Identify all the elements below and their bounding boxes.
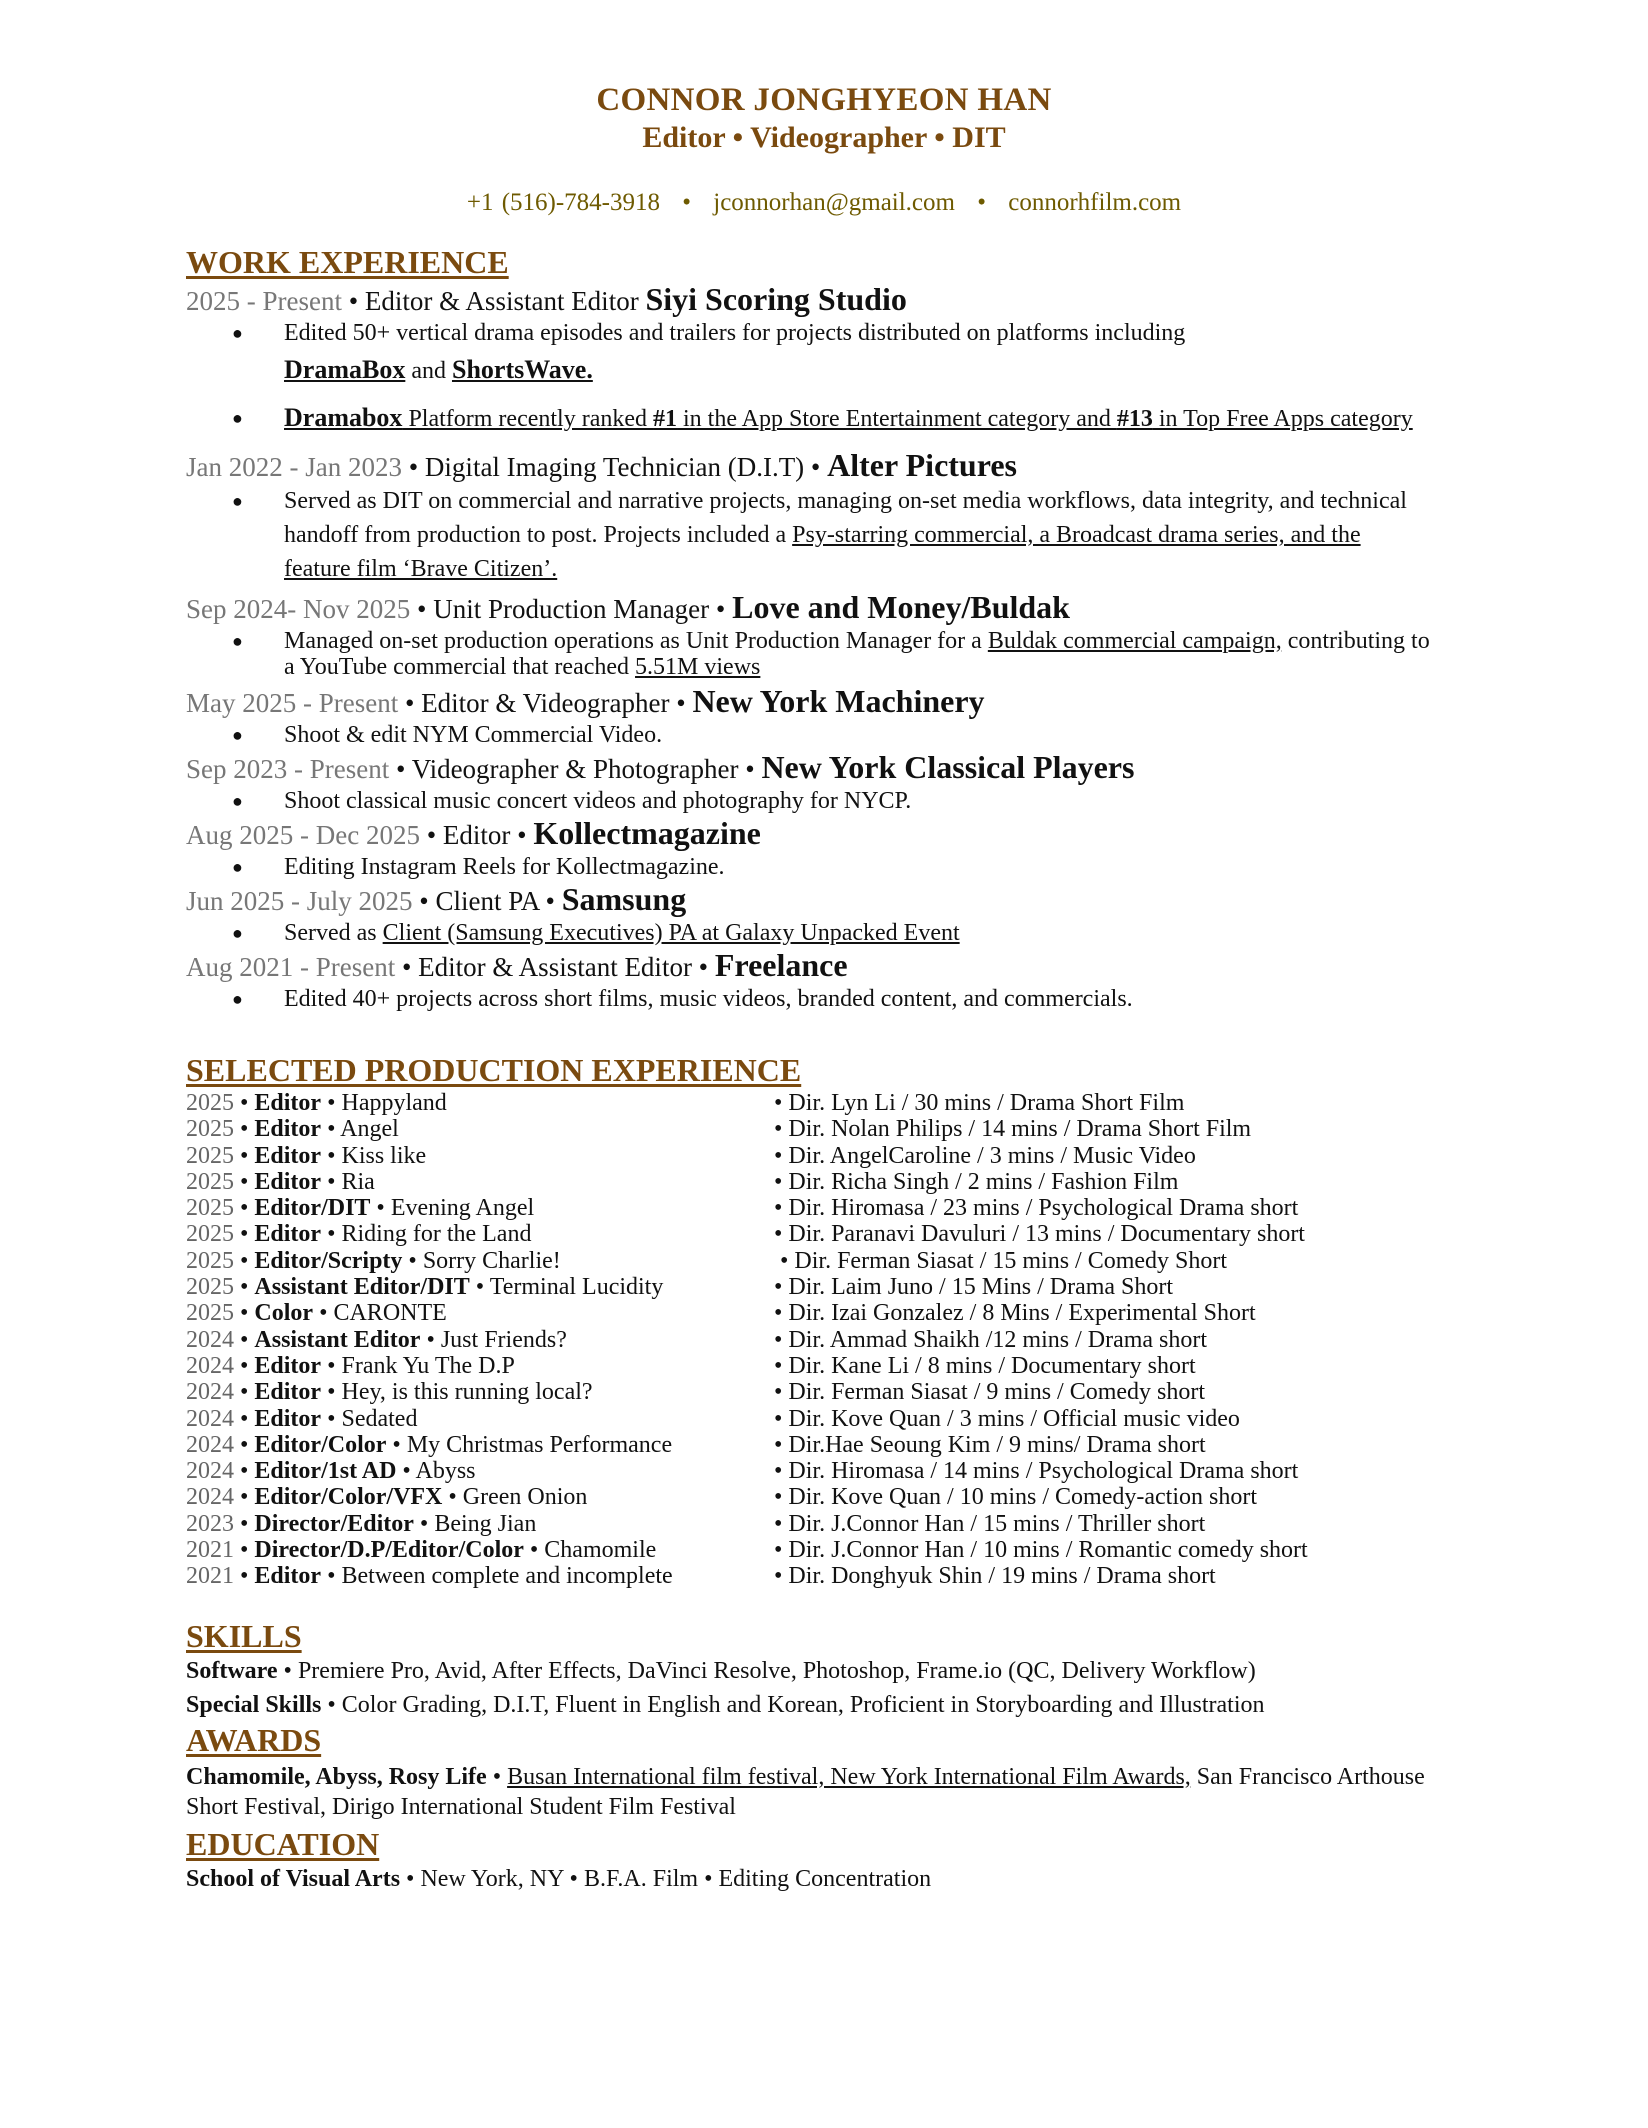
production-role: Director/Editor xyxy=(254,1510,414,1537)
job-role: • Videographer & Photographer • xyxy=(395,754,755,784)
production-year: 2024 xyxy=(186,1405,234,1432)
production-role: Editor xyxy=(254,1352,322,1379)
education-heading: EDUCATION xyxy=(186,1826,380,1862)
bullet-item xyxy=(232,852,1432,882)
buldak-campaign-link[interactable]: Buldak commercial campaign, xyxy=(987,628,1282,654)
production-credit: • Dir. Izai Gonzalez / 8 Mins / Experimental Short xyxy=(774,1300,1256,1327)
job-entry-freelance xyxy=(186,948,1476,984)
job-dates: Aug 2021 - Present xyxy=(186,952,396,982)
production-credit: • Dir. Ferman Siasat / 15 mins / Comedy Short xyxy=(774,1247,1228,1274)
production-role: Assistant Editor xyxy=(254,1326,421,1353)
bullet-dot: ● xyxy=(232,791,243,811)
job-company: Freelance xyxy=(714,947,848,983)
software-skills: Software • Premiere Pro, Avid, After Effects, DaVinci Resolve, Photoshop, Frame.io (QC, Delivery Workflow) xyxy=(186,1658,1256,1684)
production-row: 2025 • Editor • Angel xyxy=(186,1116,399,1143)
production-year: 2021 xyxy=(186,1537,234,1564)
production-year: 2025 xyxy=(186,1142,234,1169)
bullet-dot: ● xyxy=(232,491,243,511)
bullet-text: Shoot & edit NYM Commercial Video. xyxy=(284,722,663,748)
job-dates: Jun 2025 - July 2025 xyxy=(186,886,413,916)
job-bullets-freelance xyxy=(232,984,1432,1014)
production-year: 2023 xyxy=(186,1510,234,1537)
bullet-text: and xyxy=(405,358,452,384)
production-project: Just Friends? xyxy=(440,1326,567,1353)
production-row: 2025 • Editor/DIT • Evening Angel xyxy=(186,1195,535,1222)
bullet-item xyxy=(232,720,1432,750)
production-year: 2025 xyxy=(186,1195,234,1222)
resume-header xyxy=(0,82,1648,217)
production-year: 2025 xyxy=(186,1090,234,1116)
job-bullets-alter xyxy=(232,484,1432,586)
bullet-item xyxy=(232,484,1432,586)
production-credit: • Dir. Hiromasa / 14 mins / Psychological Drama short xyxy=(774,1458,1299,1485)
awards-heading: AWARDS xyxy=(186,1722,322,1758)
awards-text: Chamomile, Abyss, Rosy Life • Busan International film festival, New York International Film Awards, San Francisco Arthouse Short Festival, Dirigo International Student Film Festival xyxy=(186,1764,1425,1820)
alter-projects-link[interactable]: Psy-starring commercial, a Broadcast drama series, and the feature film ‘Brave Citizen’. xyxy=(284,522,1361,582)
production-project: Riding for the Land xyxy=(341,1221,532,1248)
job-role: • Editor & Assistant Editor • xyxy=(401,952,709,982)
job-role: • Client PA • xyxy=(419,886,555,916)
bullet-text: in the App Store Entertainment category and xyxy=(677,406,1117,432)
production-project: Hey, is this running local? xyxy=(341,1379,593,1406)
dramabox-link[interactable]: Dramabox xyxy=(284,403,403,432)
job-entry-buldak xyxy=(186,590,1476,626)
contact-separator: • xyxy=(682,189,692,216)
production-project: Ria xyxy=(341,1168,375,1195)
job-role: • Editor & Videographer • xyxy=(404,688,686,718)
production-project: Happyland xyxy=(341,1090,447,1116)
skills-label: Software xyxy=(186,1658,278,1684)
job-company: New York Classical Players xyxy=(761,749,1135,785)
production-year: 2024 xyxy=(186,1352,234,1379)
education-text: School of Visual Arts • New York, NY • B.F.A. Film • Editing Concentration xyxy=(186,1866,932,1892)
production-row: 2021 • Editor • Between complete and incomplete xyxy=(186,1563,673,1590)
festival-links[interactable]: Busan International film festival, New York International Film Awards, xyxy=(507,1764,1191,1790)
production-row: 2025 • Editor • Ria xyxy=(186,1168,375,1195)
bullet-item xyxy=(232,318,1432,393)
views-link[interactable]: 5.51M views xyxy=(635,654,761,680)
bullet-item xyxy=(232,403,1432,434)
bullet-text: Edited 50+ vertical drama episodes and trailers for projects distributed on platforms including xyxy=(284,320,1186,346)
bullet-dot: ● xyxy=(232,989,243,1009)
production-credit: • Dir. J.Connor Han / 10 mins / Romantic comedy short xyxy=(774,1537,1308,1564)
skills-block xyxy=(186,1654,1265,1722)
production-credit: • Dir. J.Connor Han / 15 mins / Thriller short xyxy=(774,1510,1206,1537)
production-project: My Christmas Performance xyxy=(406,1431,673,1458)
job-dates: Sep 2023 - Present xyxy=(186,754,390,784)
production-year: 2025 xyxy=(186,1221,234,1248)
job-dates: 2025 - Present xyxy=(186,286,342,316)
production-row: 2021 • Director/D.P/Editor/Color • Chamomile xyxy=(186,1537,657,1564)
production-credit: • Dir. Ammad Shaikh /12 mins / Drama short xyxy=(774,1326,1208,1353)
production-credit: • Dir. Paranavi Davuluri / 13 mins / Documentary short xyxy=(774,1221,1305,1248)
production-role: Editor xyxy=(254,1563,322,1590)
production-credit: • Dir.Hae Seoung Kim / 9 mins/ Drama short xyxy=(774,1431,1206,1458)
job-entry-nycp xyxy=(186,750,1476,786)
job-entry-alter xyxy=(186,448,1476,484)
bullet-text: Managed on-set production operations as Unit Production Manager for a xyxy=(284,628,988,654)
production-list-left xyxy=(186,1090,673,1590)
skills-value: Premiere Pro, Avid, After Effects, DaVinci Resolve, Photoshop, Frame.io (QC, Delivery Workflow) xyxy=(297,1658,1256,1684)
production-credit: • Dir. Nolan Philips / 14 mins / Drama Short Film xyxy=(774,1116,1252,1143)
job-entry-nym xyxy=(186,684,1476,720)
job-company: Siyi Scoring Studio xyxy=(645,281,907,317)
production-role: Editor/Color/VFX xyxy=(254,1484,443,1511)
samsung-event-link[interactable]: Client (Samsung Executives) PA at Galaxy Unpacked Event xyxy=(382,920,960,946)
production-project: Angel xyxy=(340,1116,399,1143)
production-year: 2024 xyxy=(186,1326,234,1353)
job-entry-samsung xyxy=(186,882,1476,918)
job-role: • Editor • xyxy=(426,820,527,850)
production-project: Between complete and incomplete xyxy=(341,1563,673,1590)
production-row: 2024 • Assistant Editor • Just Friends? xyxy=(186,1326,567,1353)
production-project: Kiss like xyxy=(341,1142,427,1169)
job-dates: Aug 2025 - Dec 2025 xyxy=(186,820,420,850)
award-films: Chamomile, Abyss, Rosy Life xyxy=(186,1764,487,1790)
job-dates: Jan 2022 - Jan 2023 xyxy=(186,452,402,482)
production-credit: • Dir. Donghyuk Shin / 19 mins / Drama short xyxy=(774,1563,1216,1590)
bullet-text: Shoot classical music concert videos and photography for NYCP. xyxy=(284,788,912,814)
bullet-item xyxy=(232,984,1432,1014)
website-link[interactable]: connorhfilm.com xyxy=(1008,189,1182,216)
production-role: Editor xyxy=(254,1142,322,1169)
job-company: Love and Money/Buldak xyxy=(732,589,1070,625)
production-credit: • Dir. Kane Li / 8 mins / Documentary short xyxy=(774,1352,1196,1379)
job-bullets-buldak xyxy=(232,628,1432,680)
production-credit: • Dir. Kove Quan / 3 mins / Official music video xyxy=(774,1405,1240,1432)
job-bullets-siyi xyxy=(232,318,1432,434)
job-bullets-nycp xyxy=(232,786,1432,816)
job-company: Kollectmagazine xyxy=(533,815,761,851)
production-credit: • Dir. AngelCaroline / 3 mins / Music Video xyxy=(774,1142,1196,1169)
bullet-dot: ● xyxy=(232,923,243,943)
job-role: • Editor & Assistant Editor xyxy=(348,286,639,316)
job-bullets-nym xyxy=(232,720,1432,750)
production-row: 2025 • Color • CARONTE xyxy=(186,1300,447,1327)
production-credit: • Dir. Lyn Li / 30 mins / Drama Short Film xyxy=(774,1090,1185,1116)
production-project: Chamomile xyxy=(544,1537,657,1564)
job-entry-kollect xyxy=(186,816,1476,852)
bullet-item xyxy=(232,918,1432,948)
production-year: 2021 xyxy=(186,1563,234,1590)
production-role: Editor xyxy=(254,1090,322,1116)
degree-details: New York, NY • B.F.A. Film • Editing Concentration xyxy=(420,1866,932,1892)
bullet-dot: ● xyxy=(232,725,243,745)
production-role: Editor/DIT xyxy=(254,1195,371,1222)
festival-list: San Francisco Arthouse Short Festival, Dirigo International Student Film Festival xyxy=(186,1764,1425,1820)
production-row: 2025 • Editor • Kiss like xyxy=(186,1142,427,1169)
special-skills: Special Skills • Color Grading, D.I.T, Fluent in English and Korean, Proficient in Storyboarding and Illustration xyxy=(186,1692,1265,1718)
production-credit: • Dir. Hiromasa / 23 mins / Psychological Drama short xyxy=(774,1195,1299,1222)
production-role: Editor xyxy=(254,1116,322,1143)
bullet-text: Served as xyxy=(284,920,383,946)
production-role: Director/D.P/Editor/Color xyxy=(254,1537,524,1564)
production-year: 2024 xyxy=(186,1484,234,1511)
production-row: 2023 • Director/Editor • Being Jian xyxy=(186,1510,537,1537)
production-row: 2025 • Editor • Riding for the Land xyxy=(186,1221,532,1248)
bullet-text: contributing to a YouTube commercial that reached xyxy=(284,628,1430,680)
production-role: Editor/Color xyxy=(254,1431,387,1458)
production-role: Editor/Scripty xyxy=(254,1247,403,1274)
production-row: 2025 • Editor/Scripty • Sorry Charlie! xyxy=(186,1247,561,1274)
production-year: 2024 xyxy=(186,1458,234,1485)
job-role: • Unit Production Manager • xyxy=(417,594,726,624)
production-project: Being Jian xyxy=(434,1510,537,1537)
production-project: Frank Yu The D.P xyxy=(341,1352,515,1379)
production-year: 2025 xyxy=(186,1168,234,1195)
bullet-text: Editing Instagram Reels for Kollectmagazine. xyxy=(284,854,725,880)
production-year: 2025 xyxy=(186,1300,234,1327)
production-project: Abyss xyxy=(415,1458,476,1485)
dramabox-link[interactable]: DramaBox xyxy=(284,355,406,384)
production-role: Color xyxy=(254,1300,314,1327)
bullet-item xyxy=(232,628,1432,680)
job-bullets-samsung xyxy=(232,918,1432,948)
production-role: Editor xyxy=(254,1379,322,1406)
job-role: • Digital Imaging Technician (D.I.T) • xyxy=(408,452,821,482)
bullet-text: in Top Free Apps category xyxy=(1152,406,1413,432)
production-credit: • Dir. Laim Juno / 15 Mins / Drama Short xyxy=(774,1274,1174,1301)
job-company: Samsung xyxy=(561,881,687,917)
skills-label: Special Skills xyxy=(186,1692,322,1718)
bullet-text: Served as DIT on commercial and narrative projects, managing on-set media workflows, data integrity, and technical handoff from production to post. Projects included a xyxy=(284,488,1407,548)
production-year: 2025 xyxy=(186,1247,234,1274)
production-credit: • Dir. Ferman Siasat / 9 mins / Comedy short xyxy=(774,1379,1206,1406)
job-company: New York Machinery xyxy=(692,683,985,719)
production-row: 2024 • Editor • Sedated xyxy=(186,1405,418,1432)
production-row: 2024 • Editor • Hey, is this running local? xyxy=(186,1379,593,1406)
email-link[interactable]: jconnorhan@gmail.com xyxy=(713,189,955,216)
phone-number[interactable]: +1 (516)-784-3918 xyxy=(466,189,660,216)
production-project: Evening Angel xyxy=(390,1195,535,1222)
job-dates: Sep 2024- Nov 2025 xyxy=(186,594,411,624)
bullet-text: Edited 40+ projects across short films, music videos, branded content, and commercials. xyxy=(284,986,1133,1012)
production-year: 2025 xyxy=(186,1116,234,1143)
production-row: 2024 • Editor/1st AD • Abyss xyxy=(186,1458,476,1485)
production-row: 2025 • Assistant Editor/DIT • Terminal Lucidity xyxy=(186,1274,664,1301)
school-name: School of Visual Arts xyxy=(186,1866,401,1892)
job-dates: May 2025 - Present xyxy=(186,688,399,718)
production-list-right xyxy=(774,1090,1308,1590)
production-role: Editor xyxy=(254,1168,322,1195)
production-row: 2024 • Editor/Color • My Christmas Performance xyxy=(186,1431,673,1458)
production-project: Green Onion xyxy=(462,1484,588,1511)
production-year: 2025 xyxy=(186,1274,234,1301)
bullet-dot: ● xyxy=(232,631,243,651)
production-role: Assistant Editor/DIT xyxy=(254,1274,470,1301)
bullet-dot: ● xyxy=(232,323,243,343)
bullet-dot: ● xyxy=(232,857,243,877)
job-entry-siyi xyxy=(186,282,1476,318)
production-heading: SELECTED PRODUCTION EXPERIENCE xyxy=(186,1052,802,1088)
job-bullets-kollect xyxy=(232,852,1432,882)
production-year: 2024 xyxy=(186,1379,234,1406)
production-credit: • Dir. Richa Singh / 2 mins / Fashion Film xyxy=(774,1168,1179,1195)
production-row: 2025 • Editor • Happyland xyxy=(186,1090,447,1116)
production-project: Terminal Lucidity xyxy=(489,1274,664,1301)
rank-value: #1 xyxy=(653,406,678,432)
work-experience-heading: WORK EXPERIENCE xyxy=(186,244,509,280)
production-role: Editor/1st AD xyxy=(254,1458,397,1485)
skills-heading: SKILLS xyxy=(186,1618,302,1654)
skills-value: Color Grading, D.I.T, Fluent in English and Korean, Proficient in Storyboarding and Illustration xyxy=(341,1692,1265,1718)
applicant-name: CONNOR JONGHYEON HAN xyxy=(596,82,1052,118)
production-project: CARONTE xyxy=(333,1300,447,1327)
contact-line xyxy=(0,189,1648,217)
contact-separator: • xyxy=(977,189,986,216)
shortswave-link[interactable]: ShortsWave. xyxy=(451,355,593,384)
bullet-dot: ● xyxy=(232,408,243,428)
production-role: Editor xyxy=(254,1221,322,1248)
production-row: 2024 • Editor/Color/VFX • Green Onion xyxy=(186,1484,588,1511)
applicant-title: Editor • Videographer • DIT xyxy=(642,121,1006,154)
bullet-text: Platform recently ranked xyxy=(402,406,654,432)
production-project: Sorry Charlie! xyxy=(422,1247,561,1274)
production-credit: • Dir. Kove Quan / 10 mins / Comedy-action short xyxy=(774,1484,1258,1511)
job-company: Alter Pictures xyxy=(827,447,1017,483)
rank-value: #13 xyxy=(1116,406,1153,432)
production-year: 2024 xyxy=(186,1431,234,1458)
production-role: Editor xyxy=(254,1405,322,1432)
production-project: Sedated xyxy=(341,1405,418,1432)
bullet-item xyxy=(232,786,1432,816)
production-row: 2024 • Editor • Frank Yu The D.P xyxy=(186,1352,515,1379)
